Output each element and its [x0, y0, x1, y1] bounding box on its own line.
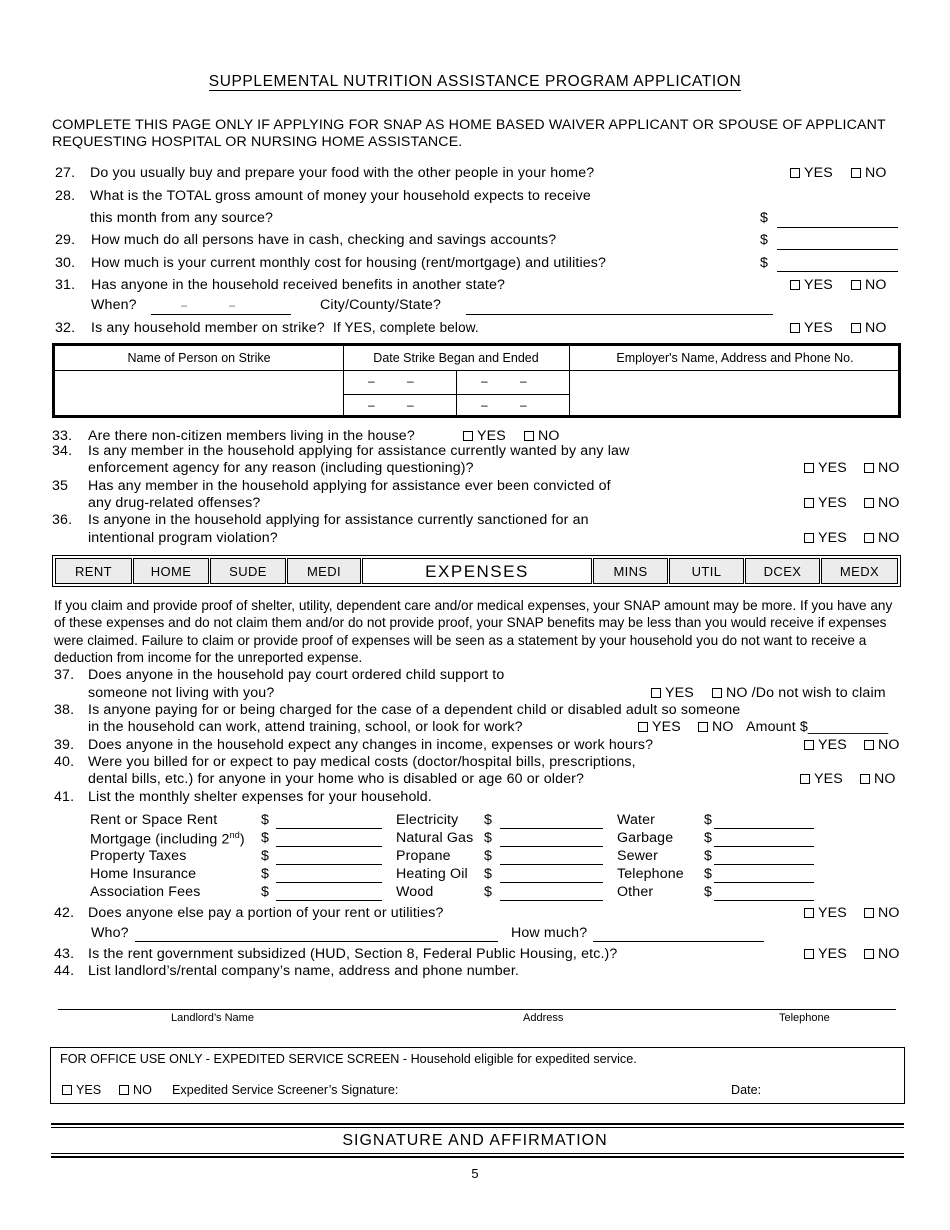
expense-code-medx: MEDX	[821, 558, 898, 584]
q37-yes[interactable]: YES	[651, 685, 694, 701]
checkbox-icon[interactable]	[851, 280, 861, 290]
q40-no[interactable]: NO	[860, 771, 896, 787]
checkbox-icon[interactable]	[651, 688, 661, 698]
table-divider	[456, 370, 457, 415]
shelter-amount-field[interactable]	[276, 828, 382, 829]
shelter-amount-field[interactable]	[500, 864, 603, 865]
landlord-address-label: Address	[523, 1012, 564, 1024]
shelter-label: Home Insurance	[90, 866, 197, 882]
dollar-sign: $	[484, 866, 493, 882]
q38-yes[interactable]: YES	[638, 719, 681, 735]
q39-text: Does anyone in the household expect any changes in income, expenses or work hours?	[88, 737, 654, 753]
date-dash: –	[368, 374, 375, 388]
expenses-code-bar	[52, 555, 901, 587]
q28-number: 28.	[55, 188, 76, 204]
q42-how-much-label: How much?	[511, 925, 588, 941]
q41-number: 41.	[54, 789, 75, 805]
q36-text-line2: intentional program violation?	[88, 530, 278, 546]
q44-text: List landlord’s/rental company’s name, address and phone number.	[88, 963, 520, 979]
q42-yes[interactable]: YES	[804, 905, 847, 921]
checkbox-icon[interactable]	[804, 533, 814, 543]
q37-number: 37.	[54, 667, 75, 683]
date-dash: –	[520, 374, 527, 388]
shelter-label: Mortgage (including 2nd)	[90, 830, 245, 848]
dollar-sign: $	[261, 830, 270, 846]
q31-yes[interactable]: YES	[790, 277, 833, 293]
q27-no[interactable]: NO	[851, 165, 887, 181]
q33-no[interactable]: NO	[524, 428, 560, 444]
q43-no[interactable]: NO	[864, 946, 900, 962]
q38-amount[interactable]: Amount $__________	[746, 719, 889, 735]
checkbox-icon[interactable]	[864, 463, 874, 473]
q28-amount-field[interactable]	[777, 227, 898, 228]
checkbox-icon[interactable]	[864, 740, 874, 750]
shelter-label: Propane	[396, 848, 451, 864]
dollar-sign: $	[484, 830, 493, 846]
checkbox-icon[interactable]	[698, 722, 708, 732]
q36-yes[interactable]: YES	[804, 530, 847, 546]
checkbox-icon[interactable]	[804, 463, 814, 473]
instructions-line2: REQUESTING HOSPITAL OR NURSING HOME ASSISTANCE.	[52, 134, 463, 150]
dollar-sign: $	[484, 884, 493, 900]
divider	[51, 1156, 904, 1158]
shelter-amount-field[interactable]	[714, 864, 814, 865]
shelter-label: Association Fees	[90, 884, 201, 900]
q27-text: Do you usually buy and prepare your food with the other people in your home?	[90, 165, 595, 181]
q40-text-line1: Were you billed for or expect to pay medical costs (doctor/hospital bills, prescriptions,	[88, 754, 636, 770]
q33-text: Are there non-citizen members living in the house?	[88, 428, 415, 444]
q38-number: 38.	[54, 702, 75, 718]
table-divider	[569, 346, 570, 415]
dollar-sign: $	[704, 884, 713, 900]
strike-table	[52, 343, 901, 418]
q43-number: 43.	[54, 946, 75, 962]
landlord-telephone-label: Telephone	[779, 1012, 830, 1024]
q30-number: 30.	[55, 255, 76, 271]
shelter-label: Rent or Space Rent	[90, 812, 218, 828]
checkbox-icon[interactable]	[864, 949, 874, 959]
checkbox-icon[interactable]	[851, 323, 861, 333]
office-no[interactable]: NO	[119, 1083, 152, 1097]
q42-who-field[interactable]	[135, 941, 498, 942]
dollar-sign: $	[704, 812, 713, 828]
dollar-sign: $	[261, 866, 270, 882]
q40-text-line2: dental bills, etc.) for anyone in your home who is disabled or age 60 or older?	[88, 771, 585, 787]
q34-no[interactable]: NO	[864, 460, 900, 476]
dollar-sign: $	[484, 848, 493, 864]
dollar-sign: $	[261, 884, 270, 900]
shelter-amount-field[interactable]	[500, 900, 603, 901]
q35-text-line2: any drug-related offenses?	[88, 495, 261, 511]
dollar-sign: $	[704, 830, 713, 846]
q27-number: 27.	[55, 165, 76, 181]
expense-code-rent: RENT	[55, 558, 132, 584]
shelter-amount-field[interactable]	[500, 828, 603, 829]
shelter-label: Wood	[396, 884, 434, 900]
expense-code-sude: SUDE	[210, 558, 286, 584]
dollar-sign: $	[760, 210, 769, 226]
checkbox-icon[interactable]	[864, 498, 874, 508]
signature-heading: SIGNATURE AND AFFIRMATION	[342, 1132, 608, 1149]
strike-col-dates: Date Strike Began and Ended	[343, 346, 569, 371]
q43-yes[interactable]: YES	[804, 946, 847, 962]
q41-text: List the monthly shelter expenses for your household.	[88, 789, 432, 805]
checkbox-icon[interactable]	[804, 498, 814, 508]
checkbox-icon[interactable]	[712, 688, 722, 698]
date-dash: –	[407, 374, 414, 388]
q39-yes[interactable]: YES	[804, 737, 847, 753]
q32-no[interactable]: NO	[851, 320, 887, 336]
q31-no[interactable]: NO	[851, 277, 887, 293]
checkbox-icon[interactable]	[638, 722, 648, 732]
q33-number: 33.	[52, 428, 73, 444]
checkbox-icon[interactable]	[790, 280, 800, 290]
q34-text-line1: Is any member in the household applying for assistance currently wanted by any law	[88, 443, 630, 459]
dollar-sign: $	[704, 866, 713, 882]
office-use-box	[50, 1047, 905, 1104]
q34-yes[interactable]: YES	[804, 460, 847, 476]
shelter-label: Garbage	[617, 830, 674, 846]
expenses-paragraph: If you claim and provide proof of shelter, utility, dependent care and/or medical expenses, your SNAP amount may be more. If you have any of these expenses and do not claim them and/or do not provide proof, your SNAP benefits may be less than you would receive if expenses were claimed. Failure to claim or provide proof of expenses will be seen as a statement by your household you do not want to receive a deduction from income for the unreported expense.	[54, 598, 893, 665]
q38-text-line1: Is anyone paying for or being charged for the case of a dependent child or disabled adult so someone	[88, 702, 741, 718]
checkbox-icon[interactable]	[864, 533, 874, 543]
q32-text: Is any household member on strike? If YES, complete below.	[91, 320, 479, 336]
checkbox-icon[interactable]	[524, 431, 534, 441]
q37-text-line1: Does anyone in the household pay court ordered child support to	[88, 667, 505, 683]
checkbox-icon[interactable]	[851, 168, 861, 178]
q42-no[interactable]: NO	[864, 905, 900, 921]
shelter-amount-field[interactable]	[714, 900, 814, 901]
table-divider	[343, 346, 344, 415]
date-dash: –	[368, 398, 375, 412]
shelter-amount-field[interactable]	[276, 846, 382, 847]
q36-text-line1: Is anyone in the household applying for assistance currently sanctioned for an	[88, 512, 589, 528]
form-title: SUPPLEMENTAL NUTRITION ASSISTANCE PROGRAM APPLICATION	[208, 73, 742, 90]
date-dash: –	[481, 398, 488, 412]
shelter-amount-field[interactable]	[276, 864, 382, 865]
strike-col-employer: Employer's Name, Address and Phone No.	[569, 346, 901, 371]
q37-no[interactable]: NO /Do not wish to claim	[712, 685, 886, 701]
q42-how-much-field[interactable]	[593, 941, 764, 942]
landlord-info-field[interactable]	[58, 1009, 896, 1010]
q28-text-line2: this month from any source?	[90, 210, 274, 226]
q35-yes[interactable]: YES	[804, 495, 847, 511]
checkbox-icon[interactable]	[860, 774, 870, 784]
q30-text: How much is your current monthly cost for housing (rent/mortgage) and utilities?	[91, 255, 607, 271]
q29-number: 29.	[55, 232, 76, 248]
q42-number: 42.	[54, 905, 75, 921]
q39-no[interactable]: NO	[864, 737, 900, 753]
q36-number: 36.	[52, 512, 73, 528]
shelter-label: Sewer	[617, 848, 658, 864]
shelter-label: Telephone	[617, 866, 684, 882]
checkbox-icon[interactable]	[800, 774, 810, 784]
q29-text: How much do all persons have in cash, checking and savings accounts?	[91, 232, 557, 248]
expense-code-mins: MINS	[593, 558, 668, 584]
expenses-heading: EXPENSES	[362, 558, 592, 584]
expense-code-medi: MEDI	[287, 558, 361, 584]
date-dash: –	[481, 374, 488, 388]
q43-text: Is the rent government subsidized (HUD, Section 8, Federal Public Housing, etc.)?	[88, 946, 618, 962]
shelter-label: Water	[617, 812, 656, 828]
shelter-amount-field[interactable]	[714, 882, 814, 883]
dollar-sign: $	[760, 255, 769, 271]
divider	[51, 1123, 904, 1125]
q36-no[interactable]: NO	[864, 530, 900, 546]
q37-text-line2: someone not living with you?	[88, 685, 275, 701]
office-use-header: FOR OFFICE USE ONLY - EXPEDITED SERVICE SCREEN - Household eligible for expedited service.	[60, 1052, 637, 1066]
q27-yes[interactable]: YES	[790, 165, 833, 181]
checkbox-icon[interactable]	[804, 949, 814, 959]
q35-number: 35	[52, 478, 69, 494]
date-dash: –	[181, 300, 188, 312]
page-number: 5	[471, 1166, 479, 1181]
q31-when-label: When?	[91, 297, 137, 313]
q44-number: 44.	[54, 963, 75, 979]
expense-code-util: UTIL	[669, 558, 744, 584]
shelter-label: Other	[617, 884, 654, 900]
checkbox-icon[interactable]	[864, 908, 874, 918]
date-dash: –	[520, 398, 527, 412]
q32-yes[interactable]: YES	[790, 320, 833, 336]
strike-col-name: Name of Person on Strike	[55, 346, 343, 371]
checkbox-icon[interactable]	[804, 740, 814, 750]
checkbox-icon[interactable]	[463, 431, 473, 441]
checkbox-icon[interactable]	[790, 168, 800, 178]
q31-city-label: City/County/State?	[320, 297, 441, 313]
office-yes[interactable]: YES	[62, 1083, 101, 1097]
table-divider	[343, 394, 569, 395]
q31-city-field[interactable]	[466, 314, 773, 315]
checkbox-icon[interactable]	[804, 908, 814, 918]
q38-no[interactable]: NO	[698, 719, 734, 735]
q31-text: Has anyone in the household received benefits in another state?	[91, 277, 506, 293]
q30-amount-field[interactable]	[777, 271, 898, 272]
shelter-amount-field[interactable]	[500, 846, 603, 847]
q42-who-label: Who?	[91, 925, 129, 941]
office-date-label: Date:	[731, 1083, 762, 1097]
expense-code-dcex: DCEX	[745, 558, 820, 584]
shelter-label: Natural Gas	[396, 830, 474, 846]
shelter-amount-field[interactable]	[276, 900, 382, 901]
date-dash: –	[407, 398, 414, 412]
shelter-amount-field[interactable]	[500, 882, 603, 883]
shelter-label: Electricity	[396, 812, 459, 828]
q39-number: 39.	[54, 737, 75, 753]
dollar-sign: $	[760, 232, 769, 248]
dollar-sign: $	[704, 848, 713, 864]
divider	[51, 1153, 904, 1154]
q31-when-field[interactable]	[151, 314, 291, 315]
q38-text-line2: in the household can work, attend training, school, or look for work?	[88, 719, 523, 735]
q33-yes[interactable]: YES	[463, 428, 506, 444]
checkbox-icon[interactable]	[62, 1085, 72, 1095]
q34-text-line2: enforcement agency for any reason (including questioning)?	[88, 460, 474, 476]
q34-number: 34.	[52, 443, 73, 459]
q40-yes[interactable]: YES	[800, 771, 843, 787]
shelter-amount-field[interactable]	[714, 846, 814, 847]
q35-no[interactable]: NO	[864, 495, 900, 511]
q40-number: 40.	[54, 754, 75, 770]
expense-code-home: HOME	[133, 558, 209, 584]
dollar-sign: $	[261, 848, 270, 864]
q35-text-line1: Has any member in the household applying for assistance ever been convicted of	[88, 478, 611, 494]
divider	[51, 1127, 904, 1128]
q29-amount-field[interactable]	[777, 249, 898, 250]
shelter-amount-field[interactable]	[714, 828, 814, 829]
shelter-amount-field[interactable]	[276, 882, 382, 883]
q32-number: 32.	[55, 320, 76, 336]
instructions-line1: COMPLETE THIS PAGE ONLY IF APPLYING FOR SNAP AS HOME BASED WAIVER APPLICANT OR SPOUSE OF APPLICANT	[52, 117, 886, 133]
date-dash: –	[229, 300, 236, 312]
q42-text: Does anyone else pay a portion of your rent or utilities?	[88, 905, 444, 921]
checkbox-icon[interactable]	[790, 323, 800, 333]
dollar-sign: $	[261, 812, 270, 828]
checkbox-icon[interactable]	[119, 1085, 129, 1095]
screener-signature-label: Expedited Service Screener’s Signature:	[172, 1083, 399, 1097]
q28-text-line1: What is the TOTAL gross amount of money your household expects to receive	[90, 188, 591, 204]
q31-number: 31.	[55, 277, 76, 293]
dollar-sign: $	[484, 812, 493, 828]
landlord-name-label: Landlord’s Name	[171, 1012, 254, 1024]
shelter-label: Heating Oil	[396, 866, 468, 882]
shelter-label: Property Taxes	[90, 848, 187, 864]
